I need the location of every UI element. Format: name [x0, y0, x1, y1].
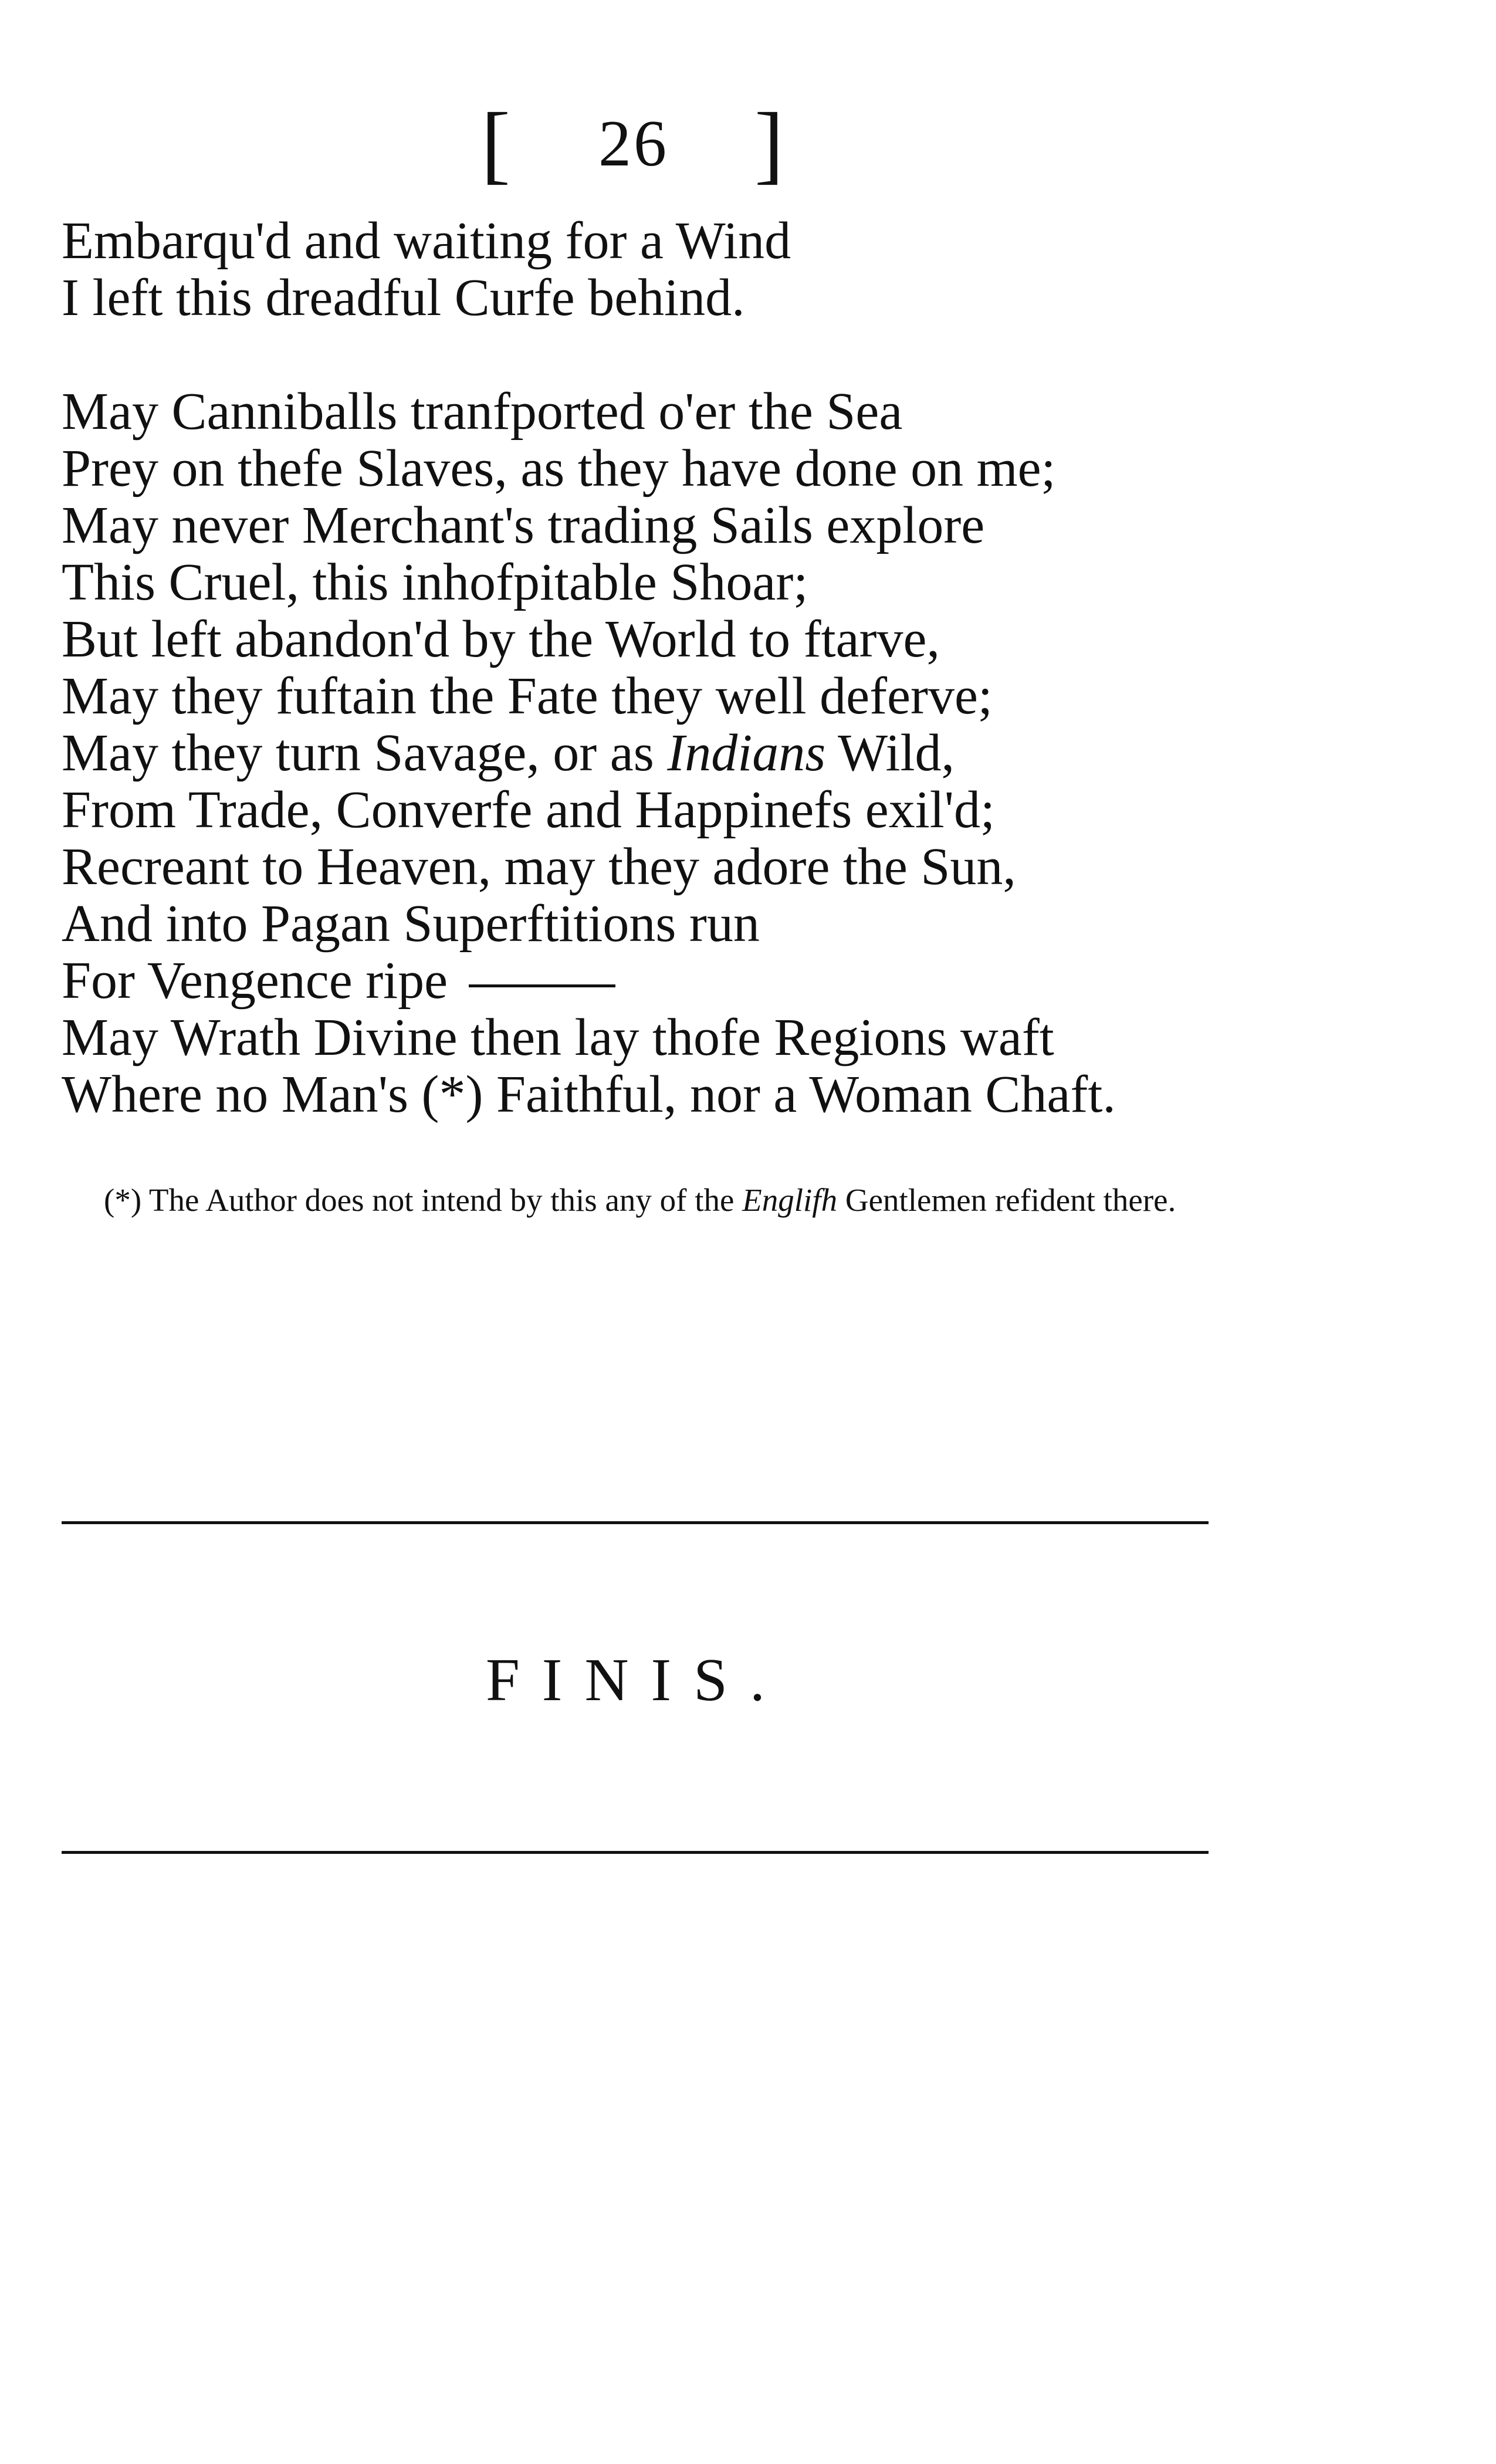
poem-line: Prey on thefe Slaves, as they have done on me; [62, 439, 1056, 497]
poem-line: From Trade, Converfe and Happinefs exil'd; [62, 781, 995, 839]
poem-text: For Vengence ripe [62, 952, 448, 1010]
poem-line: Embarqu'd and waiting for a Wind [62, 212, 791, 270]
poem-italic-word: Indians [667, 724, 826, 782]
dash-rule [469, 984, 615, 987]
stanza-2 [62, 383, 1235, 1123]
poem-line: May never Merchant's trading Sails explore [62, 496, 985, 554]
poem-line: I left this dreadful Curfe behind. [62, 269, 745, 327]
poem-line [62, 952, 1235, 1009]
poem-line: May they fuftain the Fate they well deferve; [62, 667, 993, 725]
poem-line: This Cruel, this inhofpitable Shoar; [62, 553, 808, 611]
divider-top [62, 1521, 1209, 1524]
finis-heading: FINIS. [485, 1646, 788, 1714]
poem-text: May they turn Savage, or as [62, 724, 668, 782]
poem-line: May Wrath Divine then lay thofe Regions waft [62, 1008, 1054, 1067]
poem-line: But left abandon'd by the World to ftarve, [62, 610, 940, 668]
poem-line [62, 725, 1235, 781]
footnote-italic-word: Englifh [742, 1182, 838, 1218]
close-bracket: ] [754, 95, 786, 192]
poem-text: Wild, [825, 724, 955, 782]
footnote [62, 1182, 1229, 1219]
poem-line: May Canniballs tranfported o'er the Sea [62, 383, 903, 441]
poem-line: Recreant to Heaven, may they adore the Sun, [62, 838, 1016, 896]
poem [62, 212, 1235, 1123]
poem-line: Where no Man's (*) Faithful, nor a Woman Chaft. [62, 1065, 1116, 1123]
page-number [481, 95, 786, 192]
page-number-value: 26 [598, 107, 669, 180]
divider-bottom [62, 1851, 1209, 1854]
poem-line: And into Pagan Superftitions run [62, 895, 760, 953]
footnote-text: Gentlemen refident there. [837, 1182, 1176, 1218]
open-bracket: [ [481, 95, 513, 192]
stanza-1 [62, 212, 1235, 326]
footnote-text: (*) The Author does not intend by this any of the [104, 1182, 743, 1218]
